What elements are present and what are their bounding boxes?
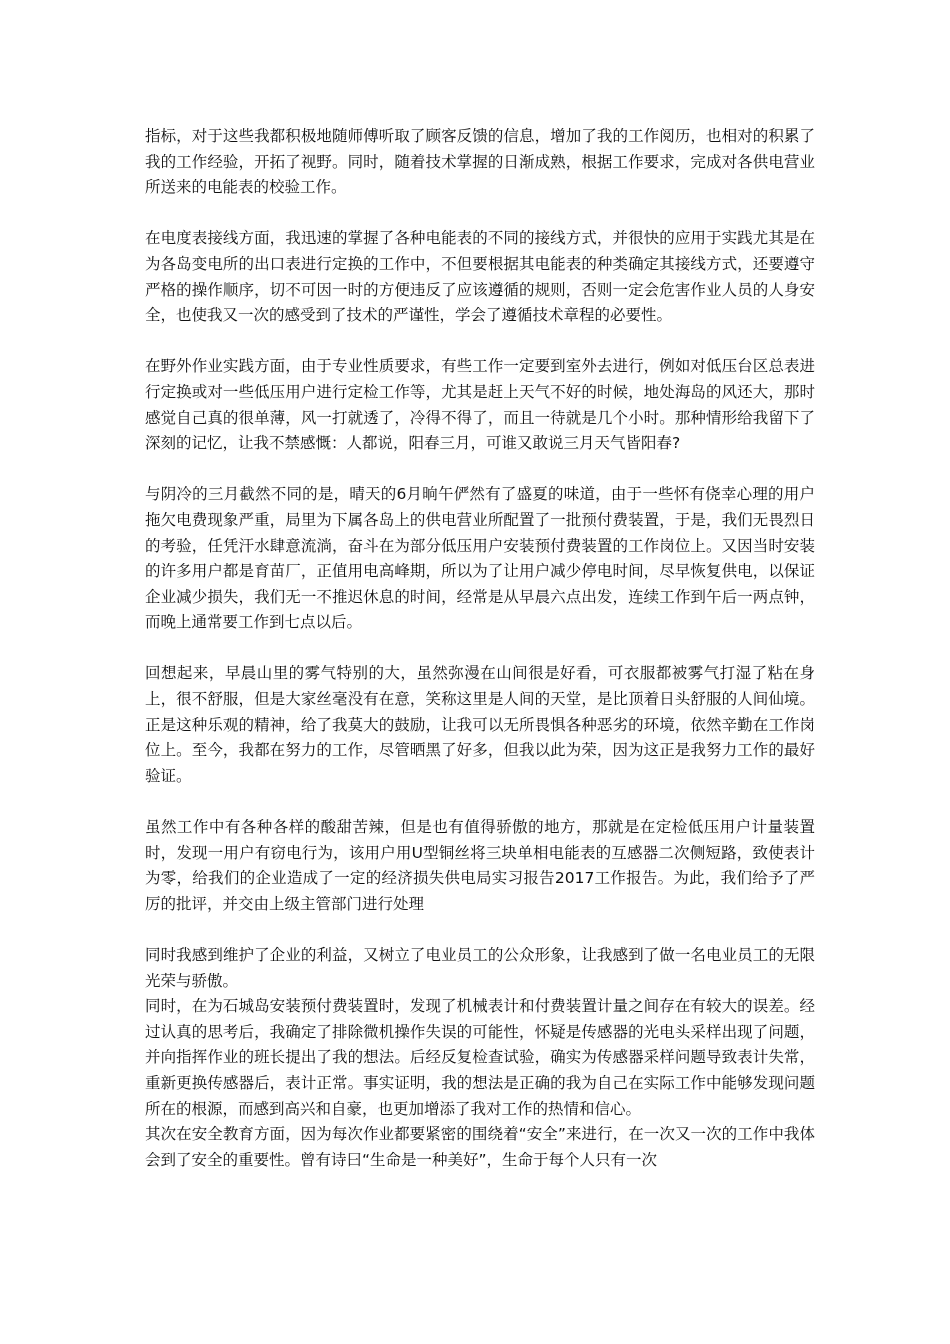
paragraph-2: 在电度表接线方面，我迅速的掌握了各种电能表的不同的接线方式，并很快的应用于实践尤其是在为各岛变电所的出口表进行定换的工作中，不但要根据其电能表的种类确定其接线方式，还要遵守严格的操作顺序，切不可因一时的方便违反了应该遵循的规则，否则一定会危害作业人员的人身安全，也使我又一次的感受到了技术的严谨性，学会了遵循技术章程的必要性。: [145, 229, 815, 325]
paragraph-1: 指标，对于这些我都积极地随师傅听取了顾客反馈的信息，增加了我的工作阅历，也相对的积累了我的工作经验，开拓了视野。同时，随着技术掌握的日渐成熟，根据工作要求，完成对各供电营业所送来的电能表的校验工作。: [145, 127, 815, 197]
paragraph-3: 在野外作业实践方面，由于专业性质要求，有些工作一定要到室外去进行，例如对低压台区总表进行定换或对一些低压用户进行定检工作等，尤其是赶上天气不好的时候，地处海岛的风还大，那时感觉自己真的很单薄，风一打就透了，冷得不得了，而且一待就是几个小时。那种情形给我留下了深刻的记忆，让我不禁感慨：人都说，阳春三月，可谁又敢说三月天气皆阳春?: [145, 357, 815, 453]
paragraph-9: 其次在安全教育方面，因为每次作业都要紧密的围绕着“安全”来进行，在一次又一次的工作中我体会到了安全的重要性。曾有诗曰“生命是一种美好”，生命于每个人只有一次: [145, 1125, 815, 1169]
paragraph-6: 虽然工作中有各种各样的酸甜苦辣，但是也有值得骄傲的地方，那就是在定检低压用户计量装置时，发现一用户有窃电行为，该用户用U型铜丝将三块单相电能表的互感器二次侧短路，致使表计为零，给我们的企业造成了一定的经济损失供电局实习报告2017工作报告。为此，我们给予了严厉的批评，并交由上级主管部门进行处理: [145, 818, 815, 913]
paragraph-7: 同时我感到维护了企业的利益，又树立了电业员工的公众形象，让我感到了做一名电业员工的无限光荣与骄傲。: [145, 946, 815, 990]
document-body: [145, 124, 815, 1173]
paragraph-4: 与阴冷的三月截然不同的是，晴天的6月晌午俨然有了盛夏的味道，由于一些怀有侥幸心理的用户拖欠电费现象严重，局里为下属各岛上的供电营业所配置了一批预付费装置，于是，我们无畏烈日的考验，任凭汗水肆意流淌，奋斗在为部分低压用户安装预付费装置的工作岗位上。又因当时安装的许多用户都是育苗厂，正值用电高峰期，所以为了让用户减少停电时间，尽早恢复供电，以保证企业减少损失，我们无一不推迟休息的时间，经常是从早晨六点出发，连续工作到午后一两点钟，而晚上通常要工作到七点以后。: [145, 485, 815, 632]
paragraph-8: 同时，在为石城岛安装预付费装置时，发现了机械表计和付费装置计量之间存在有较大的误差。经过认真的思考后，我确定了排除微机操作失误的可能性，怀疑是传感器的光电头采样出现了问题，并向指挥作业的班长提出了我的想法。后经反复检查试验，确实为传感器采样问题导致表计失常，重新更换传感器后，表计正常。事实证明，我的想法是正确的我为自己在实际工作中能够发现问题所在的根源，而感到高兴和自豪，也更加增添了我对工作的热情和信心。: [145, 997, 815, 1118]
paragraph-5: 回想起来，早晨山里的雾气特别的大，虽然弥漫在山间很是好看，可衣服都被雾气打湿了粘在身上，很不舒服，但是大家丝毫没有在意，笑称这里是人间的天堂，是比顶着日头舒服的人间仙境。正是这种乐观的精神，给了我莫大的鼓励，让我可以无所畏惧各种恶劣的环境，依然辛勤在工作岗位上。至今，我都在努力的工作，尽管晒黑了好多，但我以此为荣，因为这正是我努力工作的最好验证。: [145, 664, 815, 785]
